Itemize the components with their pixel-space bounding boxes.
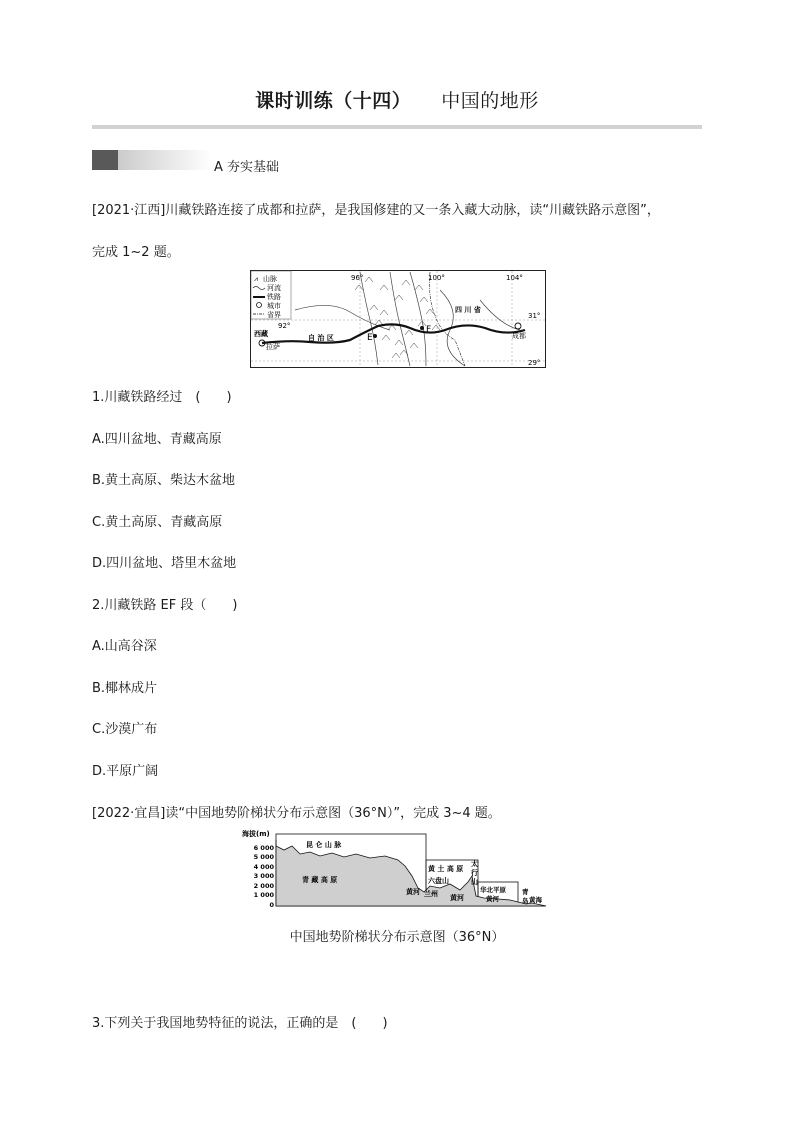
label-qingdao-2: 岛 (522, 897, 529, 905)
ytick-2000: 2 000 (253, 882, 274, 890)
section-label: A 夯实基础 (214, 160, 280, 175)
city-chengdu: 成都 (512, 332, 526, 340)
q1-option-d[interactable]: D.四川盆地、塔里木盆地 (92, 556, 237, 571)
ytick-3000: 3 000 (253, 872, 274, 880)
label-huanghe-3: 黄河 (486, 895, 499, 903)
profile-caption: 中国地势阶梯状分布示意图（36°N） (289, 930, 505, 945)
label-taihang-2: 行 (471, 869, 478, 877)
legend-city: 城市 (267, 302, 281, 310)
ytick-0: 0 (269, 901, 274, 909)
legend-mountain-icon: ⩘ (254, 275, 258, 283)
point-f-icon (420, 326, 424, 330)
ytick-1000: 1 000 (253, 891, 274, 899)
lat-31: 31° (528, 312, 541, 320)
point-f-label: F (426, 325, 432, 335)
q1-stem: 1.川藏铁路经过 ( ) (92, 390, 232, 405)
region-sichuan: 四 川 省 (455, 306, 481, 314)
railway-map (250, 270, 546, 368)
q2-option-c[interactable]: C.沙漠广布 (92, 722, 158, 737)
label-taihang-3: 山 (471, 878, 478, 886)
label-huanghe-2: 黄河 (450, 894, 464, 902)
lat-29: 29° (528, 359, 541, 367)
point-e-icon (373, 334, 377, 338)
label-kunlun: 昆 仑 山 脉 (306, 841, 342, 849)
q3-stem: 3.下列关于我国地势特征的说法，正确的是 ( ) (92, 1016, 388, 1031)
label-qingdao-1: 青 (522, 888, 529, 896)
terrain-profile-diagram (240, 826, 550, 912)
q2-stem: 2.川藏铁路 EF 段（ ) (92, 598, 238, 613)
legend-river: 河流 (267, 284, 281, 292)
q1-option-c[interactable]: C.黄土高原、青藏高原 (92, 515, 223, 530)
region-zizhiqu: 自 治 区 (308, 334, 334, 342)
ytick-5000: 5 000 (253, 853, 274, 861)
label-huanghai: 黄海 (529, 896, 542, 904)
profile-ylabel: 海拔(m) (242, 830, 270, 838)
legend-mountain: 山脉 (263, 275, 277, 283)
title-main: 课时训练（十四） (255, 90, 412, 112)
label-huanghe-1: 黄河 (406, 888, 420, 896)
label-liupan: 六盘山 (428, 877, 449, 885)
q2-option-a[interactable]: A.山高谷深 (92, 639, 157, 654)
lon-96: 96° (351, 274, 364, 282)
title-divider (92, 125, 702, 129)
ytick-6000: 6 000 (253, 844, 274, 852)
q1-option-a[interactable]: A.四川盆地、青藏高原 (92, 432, 222, 447)
q2-option-b[interactable]: B.椰林成片 (92, 681, 158, 696)
intro2-line1: [2022·宜昌]读“中国地势阶梯状分布示意图（36°N）”，完成 3~4 题。 (92, 806, 501, 821)
label-qingzang: 青 藏 高 原 (302, 876, 338, 884)
q1-option-b[interactable]: B.黄土高原、柴达木盆地 (92, 473, 236, 488)
lon-100: 100° (428, 274, 445, 282)
intro1-line1: [2021·江西]川藏铁路连接了成都和拉萨，是我国修建的又一条入藏大动脉，读“川藏铁路示意图”， (92, 203, 660, 218)
title-sub: 中国的地形 (441, 90, 539, 112)
page-title (0, 86, 794, 113)
region-xizang: 西藏 (254, 330, 268, 338)
legend-rail: 铁路 (267, 293, 281, 301)
point-e-label: E (367, 333, 373, 343)
city-lasa: 拉萨 (266, 343, 280, 351)
intro1-line2: 完成 1~2 题。 (92, 245, 180, 260)
label-taihang-1: 太 (471, 860, 478, 868)
section-block (92, 150, 118, 170)
legend-border: 省界 (267, 311, 281, 319)
ytick-4000: 4 000 (253, 863, 274, 871)
lon-92: 92° (278, 322, 291, 330)
q2-option-d[interactable]: D.平原广阔 (92, 764, 159, 779)
lon-104: 104° (506, 274, 523, 282)
label-huangtu: 黄 土 高 原 (428, 865, 464, 873)
label-huabei: 华北平原 (480, 886, 506, 894)
label-lanzhou: 兰州 (424, 890, 438, 898)
